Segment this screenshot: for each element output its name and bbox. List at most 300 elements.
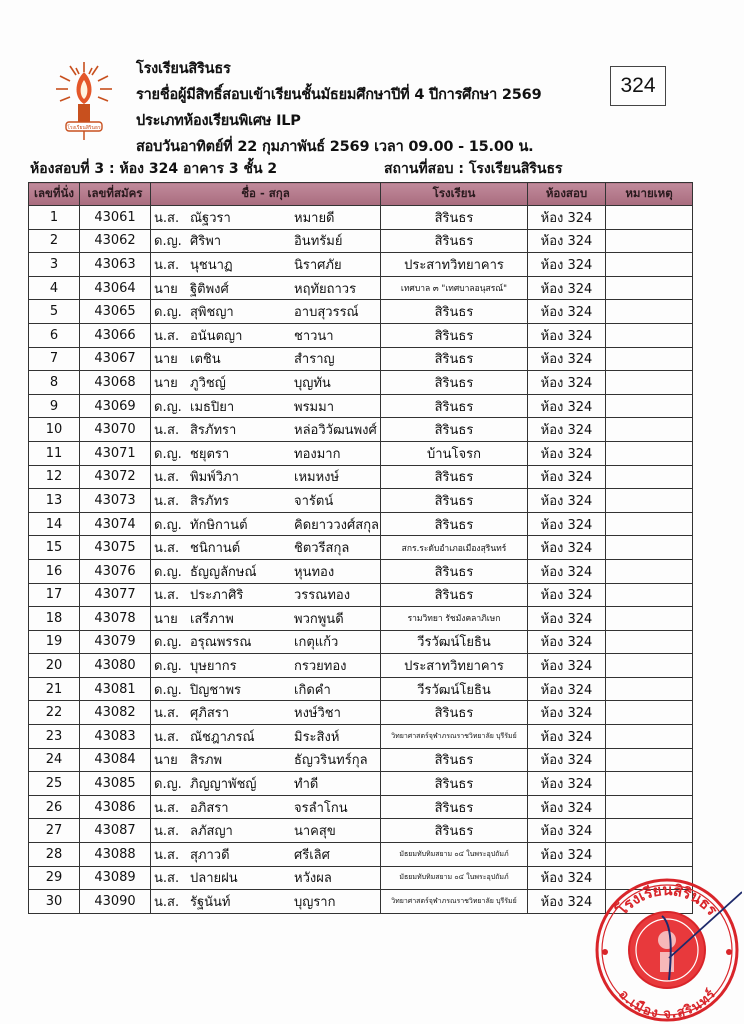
table-row (29, 206, 693, 230)
name-title: ด.ญ. (154, 564, 182, 580)
stamp-bottom-text: อ.เมือง จ.สุรินทร์ (615, 987, 719, 1022)
last-name: ธัญวรินทร์กุล (294, 753, 368, 769)
table-row (29, 276, 693, 300)
exam-room: ห้อง 324 (528, 748, 606, 772)
stamp-star-icon (602, 949, 608, 955)
note (606, 843, 693, 867)
document-header (136, 56, 541, 160)
exam-room: ห้อง 324 (528, 441, 606, 465)
application-number: 43070 (80, 418, 151, 442)
seat-number: 10 (29, 418, 80, 442)
first-name: อรุณพรรณ (190, 635, 252, 651)
note (606, 206, 693, 230)
full-name (151, 630, 381, 654)
last-name: หวังผล (294, 871, 332, 887)
exam-room: ห้อง 324 (528, 677, 606, 701)
note (606, 654, 693, 678)
seat-number: 26 (29, 795, 80, 819)
name-title: น.ส. (154, 588, 180, 604)
first-name: ศุภิสรา (190, 706, 230, 722)
seat-number: 13 (29, 489, 80, 513)
seat-number: 2 (29, 229, 80, 253)
name-title: น.ส. (154, 824, 180, 840)
seat-number: 15 (29, 536, 80, 560)
note (606, 748, 693, 772)
exam-room: ห้อง 324 (528, 229, 606, 253)
school: สิรินธร (381, 748, 528, 772)
stamp-top-text: โรงเรียนสิรินธร (612, 880, 722, 920)
first-name: สิรภัทรา (190, 423, 237, 439)
seat-number: 23 (29, 725, 80, 749)
full-name (151, 253, 381, 277)
last-name: หงษ์วิชา (294, 706, 341, 722)
note (606, 701, 693, 725)
room-number-box: 324 (610, 66, 666, 106)
exam-room: ห้อง 324 (528, 607, 606, 631)
school: สิรินธร (381, 394, 528, 418)
full-name (151, 654, 381, 678)
table-row (29, 489, 693, 513)
last-name: หมายดี (294, 210, 335, 226)
application-number: 43079 (80, 630, 151, 654)
school: วิทยาศาสตร์จุฬาภรณราชวิทยาลัย บุรีรัมย์ (381, 890, 528, 914)
application-number: 43062 (80, 229, 151, 253)
full-name (151, 559, 381, 583)
first-name: ปิญชาพร (190, 682, 242, 698)
last-name: นาคสุข (294, 824, 336, 840)
full-name (151, 347, 381, 371)
school: สิรินธร (381, 559, 528, 583)
name-title: น.ส. (154, 895, 180, 911)
application-number: 43080 (80, 654, 151, 678)
name-title: น.ส. (154, 706, 180, 722)
school: สกร.ระดับอำเภอเมืองสุรินทร์ (381, 536, 528, 560)
full-name (151, 229, 381, 253)
first-name: ทักษิกานต์ (190, 517, 248, 533)
col-header-school: โรงเรียน (381, 183, 528, 206)
table-row (29, 772, 693, 796)
exam-room: ห้อง 324 (528, 701, 606, 725)
name-title: ด.ญ. (154, 446, 182, 462)
full-name (151, 512, 381, 536)
school: ประสาทวิทยาคาร (381, 654, 528, 678)
exam-room: ห้อง 324 (528, 371, 606, 395)
first-name: ภูวิชญ์ (190, 375, 226, 391)
first-name: ภิญญาพัชญ์ (190, 777, 257, 793)
full-name (151, 725, 381, 749)
name-title: ด.ญ. (154, 305, 182, 321)
first-name: อนันตญา (190, 328, 243, 344)
exam-room: ห้อง 324 (528, 819, 606, 843)
full-name (151, 441, 381, 465)
application-number: 43086 (80, 795, 151, 819)
seat-number: 20 (29, 654, 80, 678)
first-name: เตชิน (190, 352, 221, 368)
full-name (151, 465, 381, 489)
table-row (29, 819, 693, 843)
exam-room: ห้อง 324 (528, 253, 606, 277)
application-number: 43088 (80, 843, 151, 867)
last-name: พวกพูนดี (294, 611, 344, 627)
note (606, 772, 693, 796)
full-name (151, 607, 381, 631)
first-name: พิมพ์วิภา (190, 470, 239, 486)
name-title: ด.ญ. (154, 517, 182, 533)
note (606, 300, 693, 324)
note (606, 512, 693, 536)
name-title: ด.ญ. (154, 682, 182, 698)
note (606, 418, 693, 442)
full-name (151, 701, 381, 725)
application-number: 43066 (80, 323, 151, 347)
school: เทศบาล ๓ "เทศบาลอนุสรณ์" (381, 276, 528, 300)
last-name: จารัตน์ (294, 493, 334, 509)
table-row (29, 795, 693, 819)
table-row (29, 300, 693, 324)
application-number: 43085 (80, 772, 151, 796)
stamp-star-icon (726, 949, 732, 955)
seat-number: 16 (29, 559, 80, 583)
application-number: 43072 (80, 465, 151, 489)
full-name (151, 890, 381, 914)
last-name: จรลำโกน (294, 800, 348, 816)
exam-room: ห้อง 324 (528, 583, 606, 607)
table-row (29, 465, 693, 489)
table-header-row (29, 183, 693, 206)
name-title: นาย (154, 753, 178, 769)
note (606, 536, 693, 560)
table-row (29, 583, 693, 607)
table-row (29, 512, 693, 536)
school: บ้านโจรก (381, 441, 528, 465)
school: สิรินธร (381, 819, 528, 843)
application-number: 43068 (80, 371, 151, 395)
first-name: ฐิติพงศ์ (190, 281, 229, 297)
application-number: 43075 (80, 536, 151, 560)
table-row (29, 229, 693, 253)
name-title: นาย (154, 281, 178, 297)
note (606, 371, 693, 395)
exam-room: ห้อง 324 (528, 866, 606, 890)
application-number: 43081 (80, 677, 151, 701)
full-name (151, 276, 381, 300)
name-title: ด.ญ. (154, 659, 182, 675)
name-title: นาย (154, 352, 178, 368)
seat-number: 1 (29, 206, 80, 230)
full-name (151, 489, 381, 513)
application-number: 43089 (80, 866, 151, 890)
name-title: น.ส. (154, 541, 180, 557)
exam-schedule: สอบวันอาทิตย์ที่ 22 กุมภาพันธ์ 2569 เวลา 09.00 - 15.00 น. (136, 139, 534, 155)
last-name: บุญทัน (294, 375, 331, 391)
note (606, 677, 693, 701)
school: สิรินธร (381, 701, 528, 725)
seat-number: 22 (29, 701, 80, 725)
name-title: น.ส. (154, 493, 180, 509)
seat-number: 28 (29, 843, 80, 867)
school: วีรวัฒน์โยธิน (381, 677, 528, 701)
exam-room: ห้อง 324 (528, 654, 606, 678)
school-logo (52, 58, 116, 142)
application-number: 43082 (80, 701, 151, 725)
table-row (29, 630, 693, 654)
last-name: ทองมาก (294, 446, 341, 462)
name-title: น.ส. (154, 257, 180, 273)
school: สิรินธร (381, 512, 528, 536)
school: สิรินธร (381, 489, 528, 513)
first-name: ลภัสญา (190, 824, 233, 840)
table-row (29, 418, 693, 442)
application-number: 43063 (80, 253, 151, 277)
school: รามวิทยา รัชมังคลาภิเษก (381, 607, 528, 631)
note (606, 795, 693, 819)
school: ประสาทวิทยาคาร (381, 253, 528, 277)
name-title: น.ส. (154, 423, 180, 439)
note (606, 276, 693, 300)
last-name: สำราญ (294, 352, 335, 368)
application-number: 43064 (80, 276, 151, 300)
seat-number: 21 (29, 677, 80, 701)
last-name: เหมหงษ์ (294, 470, 340, 486)
seat-number: 24 (29, 748, 80, 772)
school: สิรินธร (381, 795, 528, 819)
seat-number: 25 (29, 772, 80, 796)
last-name: มิระสิงห์ (294, 729, 340, 745)
col-header-note: หมายเหตุ (606, 183, 693, 206)
table-row (29, 607, 693, 631)
first-name: สิรภัทร (190, 493, 230, 509)
first-name: ณัชฎาภรณ์ (190, 729, 255, 745)
exam-room: ห้อง 324 (528, 890, 606, 914)
school: สิรินธร (381, 465, 528, 489)
exam-room: ห้อง 324 (528, 536, 606, 560)
last-name: พรมมา (294, 399, 334, 415)
last-name: ชิตวรีสกุล (294, 541, 350, 557)
exam-room: ห้อง 324 (528, 559, 606, 583)
full-name (151, 843, 381, 867)
full-name (151, 677, 381, 701)
last-name: วรรณทอง (294, 588, 351, 604)
table-row (29, 748, 693, 772)
full-name (151, 371, 381, 395)
program-type: ประเภทห้องเรียนพิเศษ ILP (136, 113, 301, 129)
table-row (29, 347, 693, 371)
full-name (151, 795, 381, 819)
school: สิรินธร (381, 418, 528, 442)
first-name: ศิริพา (190, 234, 222, 250)
seat-number: 6 (29, 323, 80, 347)
table-row (29, 654, 693, 678)
note (606, 441, 693, 465)
last-name: หฤทัยถาวร (294, 281, 357, 297)
table-row (29, 253, 693, 277)
first-name: ธัญญลักษณ์ (190, 564, 257, 580)
first-name: สุพิชญา (190, 305, 234, 321)
exam-room: ห้อง 324 (528, 630, 606, 654)
school: สิรินธร (381, 371, 528, 395)
school: สิรินธร (381, 206, 528, 230)
first-name: นุชนาฏ (190, 257, 233, 273)
note (606, 607, 693, 631)
school: สิรินธร (381, 772, 528, 796)
last-name: คิดยาววงศ์สกุล (294, 517, 380, 533)
note (606, 819, 693, 843)
first-name: สิรภพ (190, 753, 223, 769)
table-row (29, 536, 693, 560)
exam-room: ห้อง 324 (528, 418, 606, 442)
seat-number: 3 (29, 253, 80, 277)
last-name: อินทรัมย์ (294, 234, 343, 250)
seat-number: 5 (29, 300, 80, 324)
school: วีรวัฒน์โยธิน (381, 630, 528, 654)
exam-room: ห้อง 324 (528, 347, 606, 371)
col-header-application: เลขที่สมัคร (80, 183, 151, 206)
application-number: 43065 (80, 300, 151, 324)
first-name: รัฐนันท์ (190, 895, 231, 911)
first-name: เมธปิยา (190, 399, 235, 415)
exam-room: ห้อง 324 (528, 323, 606, 347)
note (606, 347, 693, 371)
full-name (151, 300, 381, 324)
full-name (151, 394, 381, 418)
first-name: อภิสรา (190, 800, 229, 816)
seat-number: 11 (29, 441, 80, 465)
table-row (29, 394, 693, 418)
last-name: อาบสุวรรณ์ (294, 305, 359, 321)
exam-venue-info: สถานที่สอบ : โรงเรียนสิรินธร (384, 161, 563, 177)
application-number: 43090 (80, 890, 151, 914)
note (606, 465, 693, 489)
seat-number: 30 (29, 890, 80, 914)
last-name: ชาวนา (294, 328, 334, 344)
exam-room: ห้อง 324 (528, 206, 606, 230)
note (606, 253, 693, 277)
logo-text: โรงเรียนสิรินธร (67, 125, 101, 131)
document-title: รายชื่อผู้มีสิทธิ์สอบเข้าเรียนชั้นมัธยมศึกษาปีที่ 4 ปีการศึกษา 2569 (136, 87, 542, 103)
seat-number: 12 (29, 465, 80, 489)
first-name: ชยุตรา (190, 446, 230, 462)
official-stamp (592, 872, 742, 1022)
application-number: 43069 (80, 394, 151, 418)
last-name: เกตุแก้ว (294, 635, 339, 651)
seat-number: 17 (29, 583, 80, 607)
full-name (151, 206, 381, 230)
application-number: 43087 (80, 819, 151, 843)
exam-room: ห้อง 324 (528, 772, 606, 796)
exam-room: ห้อง 324 (528, 276, 606, 300)
name-title: ด.ญ. (154, 777, 182, 793)
first-name: ประภาศิริ (190, 588, 244, 604)
seat-number: 27 (29, 819, 80, 843)
table-row (29, 441, 693, 465)
school: วิทยาศาสตร์จุฬาภรณราชวิทยาลัย บุรีรัมย์ (381, 725, 528, 749)
table-row (29, 843, 693, 867)
last-name: ศรีเลิศ (294, 847, 330, 863)
name-title: น.ส. (154, 328, 180, 344)
application-number: 43076 (80, 559, 151, 583)
last-name: เกิดคำ (294, 682, 331, 698)
table-row (29, 559, 693, 583)
first-name: เสรีภาพ (190, 611, 234, 627)
application-number: 43074 (80, 512, 151, 536)
name-title: ด.ญ. (154, 635, 182, 651)
seat-number: 19 (29, 630, 80, 654)
full-name (151, 866, 381, 890)
school-name: โรงเรียนสิรินธร (136, 61, 231, 77)
name-title: น.ส. (154, 871, 180, 887)
seat-number: 14 (29, 512, 80, 536)
name-title: ด.ญ. (154, 399, 182, 415)
table-row (29, 725, 693, 749)
first-name: ณัฐวรา (190, 210, 231, 226)
full-name (151, 418, 381, 442)
table-row (29, 701, 693, 725)
name-title: น.ส. (154, 800, 180, 816)
application-number: 43078 (80, 607, 151, 631)
seat-number: 7 (29, 347, 80, 371)
exam-room-info: ห้องสอบที่ 3 : ห้อง 324 อาคาร 3 ชั้น 2 (30, 161, 278, 177)
table-row (29, 371, 693, 395)
note (606, 630, 693, 654)
first-name: ชนิกานต์ (190, 541, 241, 557)
seat-number: 9 (29, 394, 80, 418)
exam-room: ห้อง 324 (528, 795, 606, 819)
last-name: บุญราก (294, 895, 336, 911)
exam-room: ห้อง 324 (528, 489, 606, 513)
application-number: 43071 (80, 441, 151, 465)
name-title: น.ส. (154, 729, 180, 745)
note (606, 583, 693, 607)
name-title: นาย (154, 375, 178, 391)
application-number: 43061 (80, 206, 151, 230)
first-name: ปลายฝน (190, 871, 238, 887)
full-name (151, 819, 381, 843)
col-header-room: ห้องสอบ (528, 183, 606, 206)
full-name (151, 748, 381, 772)
first-name: บุษยากร (190, 659, 237, 675)
school: สิรินธร (381, 300, 528, 324)
exam-room: ห้อง 324 (528, 300, 606, 324)
school: มัธยมทับทิมสยาม ๐๔ ในพระอุปถัมภ์ (381, 866, 528, 890)
last-name: กรวยทอง (294, 659, 347, 675)
full-name (151, 323, 381, 347)
application-number: 43083 (80, 725, 151, 749)
school: มัธยมทับทิมสยาม ๐๔ ในพระอุปถัมภ์ (381, 843, 528, 867)
exam-room: ห้อง 324 (528, 512, 606, 536)
candidate-table (28, 182, 693, 914)
school: สิรินธร (381, 583, 528, 607)
application-number: 43077 (80, 583, 151, 607)
name-title: น.ส. (154, 470, 180, 486)
application-number: 43073 (80, 489, 151, 513)
table-row (29, 677, 693, 701)
exam-room: ห้อง 324 (528, 394, 606, 418)
last-name: หล่อวิวัฒนพงศ์ (294, 423, 377, 439)
note (606, 725, 693, 749)
col-header-name: ชื่อ - สกุล (151, 183, 381, 206)
application-number: 43084 (80, 748, 151, 772)
seat-number: 29 (29, 866, 80, 890)
table-row (29, 323, 693, 347)
first-name: สุภาวดี (190, 847, 230, 863)
school: สิรินธร (381, 323, 528, 347)
note (606, 489, 693, 513)
name-title: ด.ญ. (154, 234, 182, 250)
name-title: น.ส. (154, 847, 180, 863)
note (606, 394, 693, 418)
exam-room: ห้อง 324 (528, 465, 606, 489)
application-number: 43067 (80, 347, 151, 371)
